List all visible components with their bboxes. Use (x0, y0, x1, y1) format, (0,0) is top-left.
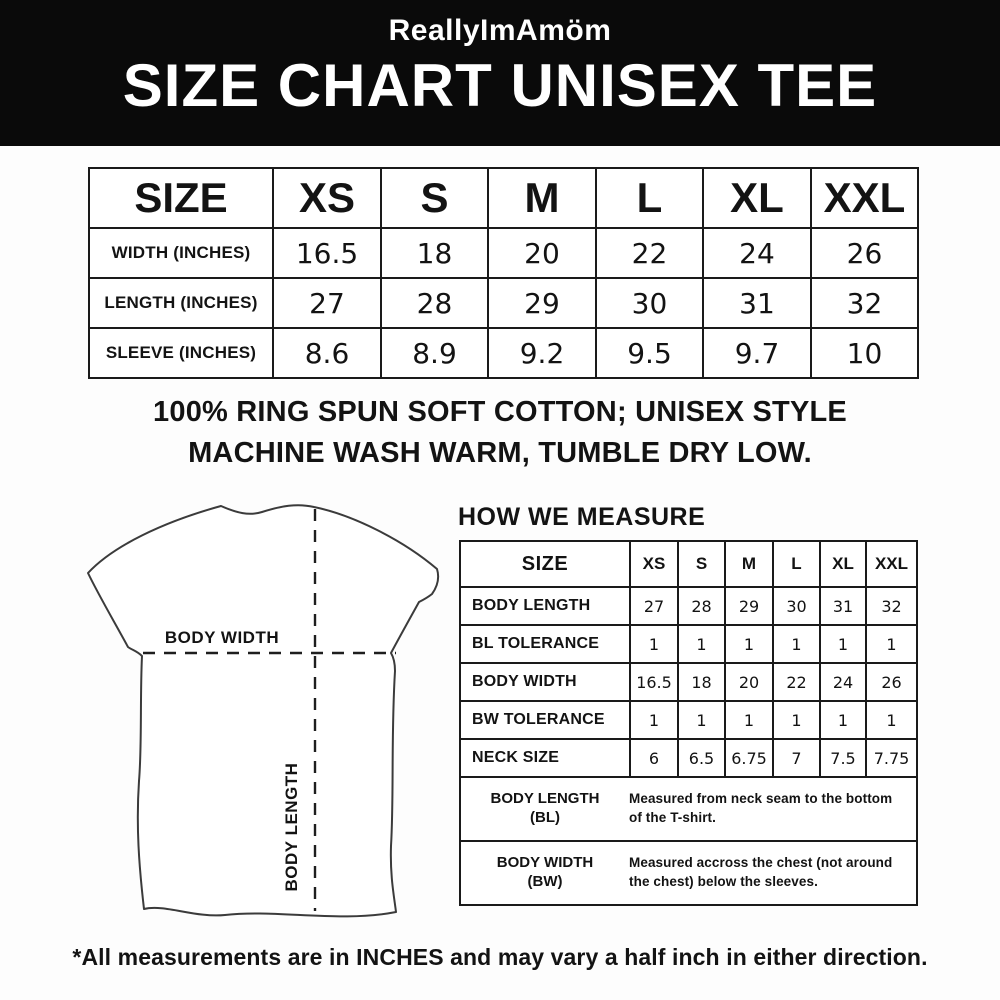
definition-row-body-length (460, 777, 917, 841)
tshirt-diagram (85, 496, 449, 930)
cell-width-xxl: 26 (811, 228, 918, 278)
table-row-width (89, 228, 918, 278)
measure-cell: 6.5 (678, 739, 725, 777)
cell-length-l: 30 (596, 278, 703, 328)
footnote: *All measurements are in INCHES and may vary a half inch in either direction. (72, 944, 928, 970)
definition-text-bw: Measured accross the chest (not around the chest) below the sleeves. (629, 855, 893, 889)
definition-term-bw: BODY WIDTH (BW) (496, 854, 594, 890)
measure-row-bw-tolerance (460, 701, 917, 739)
measure-cell: 1 (678, 625, 725, 663)
measure-cell: 7 (773, 739, 820, 777)
tshirt-body-path (88, 505, 438, 916)
size-table-header-xxl: XXL (811, 168, 918, 228)
measure-header-l: L (773, 541, 820, 587)
measure-label-bw-tolerance: BW TOLERANCE (460, 701, 630, 739)
size-table (88, 167, 919, 379)
cell-width-xs: 16.5 (273, 228, 381, 278)
cell-length-s: 28 (381, 278, 488, 328)
measure-header-row (460, 541, 917, 587)
cell-sleeve-m: 9.2 (488, 328, 596, 378)
size-table-header-s: S (381, 168, 488, 228)
row-label-width: WIDTH (INCHES) (89, 228, 273, 278)
definition-text-bl: Measured from neck seam to the bottom of the T-shirt. (629, 791, 893, 825)
measure-cell: 1 (725, 625, 773, 663)
page-title: SIZE CHART UNISEX TEE (122, 52, 878, 119)
definition-row-body-width (460, 841, 917, 905)
measure-cell: 1 (630, 625, 678, 663)
measure-cell: 31 (820, 587, 866, 625)
measure-row-neck-size (460, 739, 917, 777)
measure-header-xxl: XXL (866, 541, 917, 587)
measure-cell: 7.75 (866, 739, 917, 777)
measure-row-bl-tolerance (460, 625, 917, 663)
brand-logo: ReallyImAmöm (388, 14, 612, 47)
size-table-header-xl: XL (703, 168, 811, 228)
care-note (0, 392, 1000, 474)
cell-sleeve-xxl: 10 (811, 328, 918, 378)
measure-cell: 1 (678, 701, 725, 739)
size-table-header-size: SIZE (89, 168, 273, 228)
measure-row-body-length (460, 587, 917, 625)
care-note-line1: 100% RING SPUN SOFT COTTON; UNISEX STYLE (153, 396, 847, 428)
measure-cell: 1 (725, 701, 773, 739)
size-table-header-row (89, 168, 918, 228)
cell-sleeve-s: 8.9 (381, 328, 488, 378)
cell-width-xl: 24 (703, 228, 811, 278)
measure-cell: 16.5 (630, 663, 678, 701)
measure-header-xl: XL (820, 541, 866, 587)
measure-cell: 1 (820, 701, 866, 739)
measure-cell: 1 (866, 625, 917, 663)
measure-header-m: M (725, 541, 773, 587)
measure-cell: 18 (678, 663, 725, 701)
definition-cell-bw (460, 841, 917, 905)
cell-width-s: 18 (381, 228, 488, 278)
measure-cell: 20 (725, 663, 773, 701)
measure-label-body-width: BODY WIDTH (460, 663, 630, 701)
measure-header-xs: XS (630, 541, 678, 587)
header-banner (0, 0, 1000, 146)
cell-width-l: 22 (596, 228, 703, 278)
cell-sleeve-l: 9.5 (596, 328, 703, 378)
measure-cell: 1 (630, 701, 678, 739)
measure-cell: 1 (773, 701, 820, 739)
row-label-length: LENGTH (INCHES) (89, 278, 273, 328)
body-width-label: BODY WIDTH (164, 628, 280, 647)
measure-header-size: SIZE (460, 541, 630, 587)
cell-length-xs: 27 (273, 278, 381, 328)
cell-length-m: 29 (488, 278, 596, 328)
measure-cell: 26 (866, 663, 917, 701)
measure-cell: 1 (820, 625, 866, 663)
measure-cell: 7.5 (820, 739, 866, 777)
measure-header-s: S (678, 541, 725, 587)
measure-cell: 22 (773, 663, 820, 701)
size-table-header-l: L (596, 168, 703, 228)
measure-label-body-length: BODY LENGTH (460, 587, 630, 625)
cell-width-m: 20 (488, 228, 596, 278)
body-length-label: BODY LENGTH (282, 762, 301, 892)
measure-cell: 29 (725, 587, 773, 625)
tshirt-outline-drawing (85, 496, 449, 930)
measure-cell: 1 (773, 625, 820, 663)
measure-label-bl-tolerance: BL TOLERANCE (460, 625, 630, 663)
cell-sleeve-xs: 8.6 (273, 328, 381, 378)
measure-cell: 6 (630, 739, 678, 777)
definition-cell-bl (460, 777, 917, 841)
measure-cell: 6.75 (725, 739, 773, 777)
measure-table (459, 540, 918, 906)
measure-cell: 32 (866, 587, 917, 625)
measure-cell: 1 (866, 701, 917, 739)
measure-cell: 24 (820, 663, 866, 701)
cell-length-xl: 31 (703, 278, 811, 328)
definition-term-bl: BODY LENGTH (BL) (490, 790, 600, 826)
measure-row-body-width (460, 663, 917, 701)
measure-cell: 28 (678, 587, 725, 625)
measure-cell: 27 (630, 587, 678, 625)
measure-label-neck-size: NECK SIZE (460, 739, 630, 777)
table-row-sleeve (89, 328, 918, 378)
cell-length-xxl: 32 (811, 278, 918, 328)
size-table-header-m: M (488, 168, 596, 228)
row-label-sleeve: SLEEVE (INCHES) (89, 328, 273, 378)
cell-sleeve-xl: 9.7 (703, 328, 811, 378)
how-we-measure-heading: HOW WE MEASURE (458, 503, 706, 531)
size-table-header-xs: XS (273, 168, 381, 228)
care-note-line2: MACHINE WASH WARM, TUMBLE DRY LOW. (188, 437, 812, 470)
measure-cell: 30 (773, 587, 820, 625)
table-row-length (89, 278, 918, 328)
